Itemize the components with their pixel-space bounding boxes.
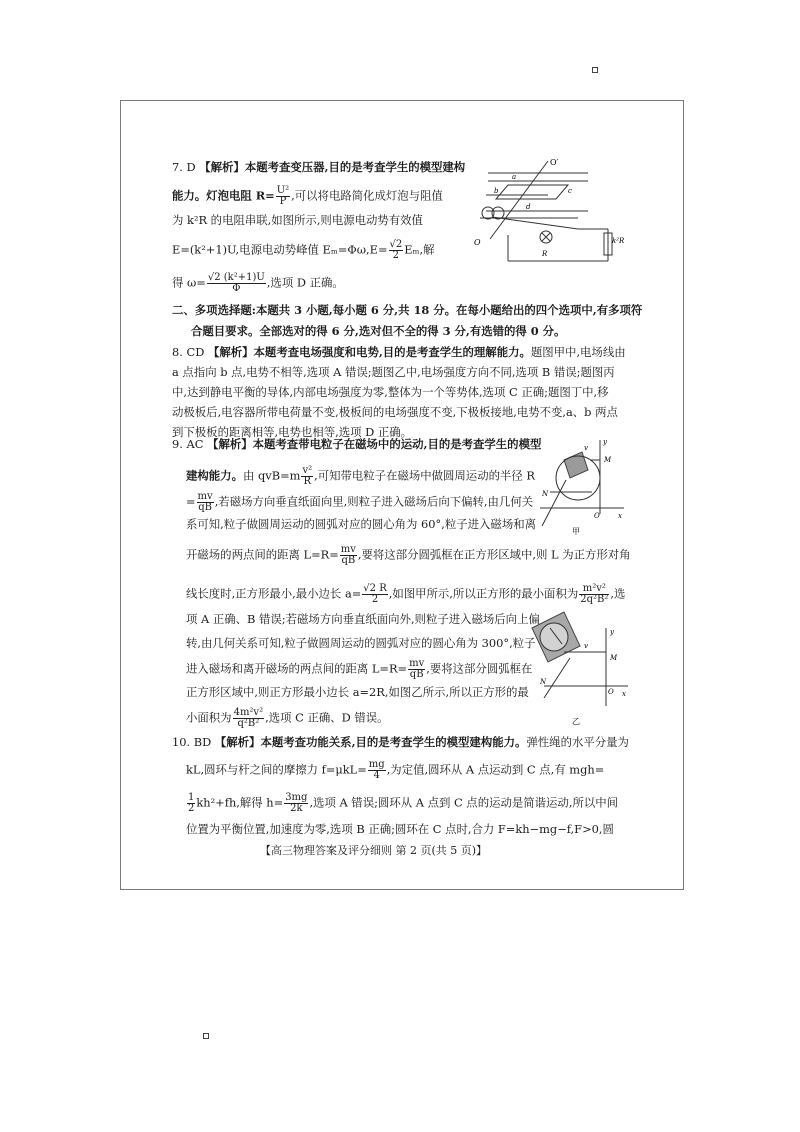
formula-fraction: $\frac{\text{v²}}{R}$ [302, 465, 313, 487]
corner-mark-bottom [203, 1033, 209, 1039]
q9-text: 由 qvB=m [242, 468, 301, 483]
q10-text: 位置为平衡位置,加速度为零,选项 B 正确;圆环在 C 点时,合力 F=kh−mg−f,F>0,圆 [186, 822, 614, 836]
formula-fraction: $\frac{mv}{qB}$ [340, 544, 356, 566]
q7-text: 为 k²R 的电阻串联,如图所示,则电源电动势有效值 [172, 213, 423, 227]
q8-text: 中,达到静电平衡的导体,内部电场强度为零,整体为一个等势体,选项 C 正确;题图丁中,移 [172, 385, 609, 399]
label-n: N [542, 490, 549, 498]
q10-text: ,选项 A 错误;圆环从 A 点到 C 点的运动是简谐运动,所以中间 [309, 795, 619, 810]
q7-analysis-label: 【解析】本题考查变压器,目的是考查学生的模型建构 [199, 160, 466, 174]
section-2-heading: 二、多项选择题:本题共 3 小题,每小题 6 分,共 18 分。在每小题给出的四个选项中,有多项符 [172, 303, 643, 317]
magnetic-field-diagram-b [528, 610, 632, 728]
label-m: M [604, 456, 612, 464]
label-v: v [584, 642, 588, 650]
section-2-heading-cont: 合题目要求。全部选对的得 6 分,选对但不全的得 3 分,有选错的得 0 分。 [191, 324, 566, 338]
label-x: x [622, 690, 626, 698]
q9-text: 开磁场的两点间的距离 L=R= [186, 547, 339, 562]
caption-a: 甲 [572, 527, 580, 536]
q10-number: 10. BD [172, 735, 215, 749]
label-r: R [542, 250, 548, 258]
q8-text: 到下极板的距离相等,电势也相等,选项 D 正确。 [172, 425, 413, 439]
q9-text: ,要将这部分圆弧框在 [426, 661, 533, 676]
formula-fraction: $\frac{√2}{2}$ [389, 239, 403, 261]
q9-number: 9. AC [172, 437, 208, 451]
q9-text: 项 A 正确、B 错误;若磁场方向垂直纸面向外,则粒子进入磁场后向上偏 [186, 612, 540, 626]
q9-text: 建构能力。 [186, 468, 243, 483]
formula-fraction: $\frac{√2 R}{2}$ [363, 583, 387, 605]
label-b: b [494, 187, 499, 195]
q9-text: 小面积为 [186, 710, 232, 725]
label-d: d [526, 203, 531, 211]
formula-fraction: $\frac{\text{m²v²}}{\text{2q²B²}}$ [580, 583, 609, 605]
q10-text: kL,圆环与杆之间的摩擦力 f=μkL= [186, 762, 367, 777]
formula-fraction: $\frac{\text{U²}}{P}$ [276, 185, 290, 207]
q9-text: ,若磁场方向垂直纸面向里,则粒子进入磁场后向下偏转,由几何关 [214, 494, 534, 509]
q10-text: ,为定值,圆环从 A 点运动到 C 点,有 mgh= [386, 762, 605, 777]
q9-text: 系可知,粒子做圆周运动的圆弧对应的圆心角为 60°,粒子进入磁场和离 [186, 517, 536, 531]
label-k2r: k²R [612, 237, 625, 245]
label-y: y [610, 628, 614, 636]
label-v: v [584, 444, 588, 452]
q9-text: 进入磁场和离开磁场的两点间的距离 L=R= [186, 661, 408, 676]
q9-text: ,选 [610, 586, 626, 601]
q7-text: Eₘ,解 [404, 242, 435, 257]
q9-text: ,要将这部分圆弧框在正方形区域中,则 L 为正方形对角 [357, 547, 631, 562]
q9-text: ,如图甲所示,所以正方形的最小面积为 [388, 586, 579, 601]
q8-text: a 点指向 b 点,电势不相等,选项 A 错误;题图乙中,电场强度方向不同,选项 B 错误;题图丙 [172, 365, 615, 379]
q7-text: ,选项 D 正确。 [266, 275, 344, 290]
q10-text: 弹性绳的水平分量为 [526, 735, 629, 749]
q7-number: 7. D [172, 160, 200, 174]
q8-text: 题图甲中,电场线由 [530, 345, 626, 359]
q9-text: 正方形区域中,则正方形最小边长 a=2R,如图乙所示,所以正方形的最 [186, 685, 529, 699]
q10-text: kh²+fh,解得 h= [196, 795, 284, 810]
q7-text: ,可以将电路简化成灯泡与阻值 [291, 188, 443, 203]
transformer-circuit-diagram [468, 155, 628, 270]
formula-fraction: $\frac{mv}{qB}$ [197, 491, 213, 513]
formula-fraction: $\frac{\text{√2 (k²+1)U}}{\Phi}$ [207, 272, 265, 294]
magnetic-field-diagram-a [530, 436, 630, 536]
q7-text: 能力。灯泡电阻 R= [172, 188, 275, 203]
formula-fraction: $\frac{3mg}{2k}$ [285, 792, 308, 814]
label-o: O [474, 238, 481, 247]
label-o-prime: O′ [550, 158, 559, 167]
caption-b: 乙 [572, 717, 580, 726]
q8-analysis-label: 【解析】本题考查电场强度和电势,目的是考查学生的理解能力。 [207, 345, 531, 359]
formula-fraction: $\frac{1}{2}$ [188, 792, 195, 814]
q8-number: 8. CD [172, 345, 208, 359]
label-x: x [618, 512, 622, 520]
label-c: c [568, 187, 572, 195]
label-o: O [608, 688, 614, 696]
q9-text: ,选项 C 正确、D 错误。 [265, 710, 389, 725]
label-m: M [610, 654, 618, 662]
label-o: O [594, 512, 600, 520]
label-n: N [540, 678, 547, 686]
page-footer: 【高三物理答案及评分细则 第 2 页(共 5 页)】 [260, 844, 488, 857]
formula-fraction: $\frac{mv}{qB}$ [409, 658, 425, 680]
q7-text: E=(k²+1)U,电源电动势峰值 Eₘ=Φω,E= [172, 242, 388, 257]
q9-text: 转,由几何关系可知,粒子做圆周运动的圆弧对应的圆心角为 300°,粒子 [186, 636, 536, 650]
q9-text: ,可知带电粒子在磁场中做圆周运动的半径 R [314, 468, 535, 483]
q9-text: 线长度时,正方形最小,最小边长 a= [186, 586, 362, 601]
q9-analysis-label: 【解析】本题考查带电粒子在磁场中的运动,目的是考查学生的模型 [207, 437, 542, 451]
q9-text: = [186, 494, 196, 509]
label-a: a [512, 173, 517, 181]
q7-text: 得 ω= [172, 275, 206, 290]
label-y: y [603, 438, 607, 446]
q8-text: 动极板后,电容器所带电荷量不变,极板间的电场强度不变,下极板接地,电势不变,a、b 两点 [172, 405, 618, 419]
formula-fraction: $\frac{\text{4m²v²}}{\text{q²B²}}$ [233, 707, 264, 729]
formula-fraction: $\frac{mg}{4}$ [368, 759, 385, 781]
q10-analysis-label: 【解析】本题考查功能关系,目的是考查学生的模型建构能力。 [214, 735, 527, 749]
corner-mark-top [592, 67, 598, 73]
